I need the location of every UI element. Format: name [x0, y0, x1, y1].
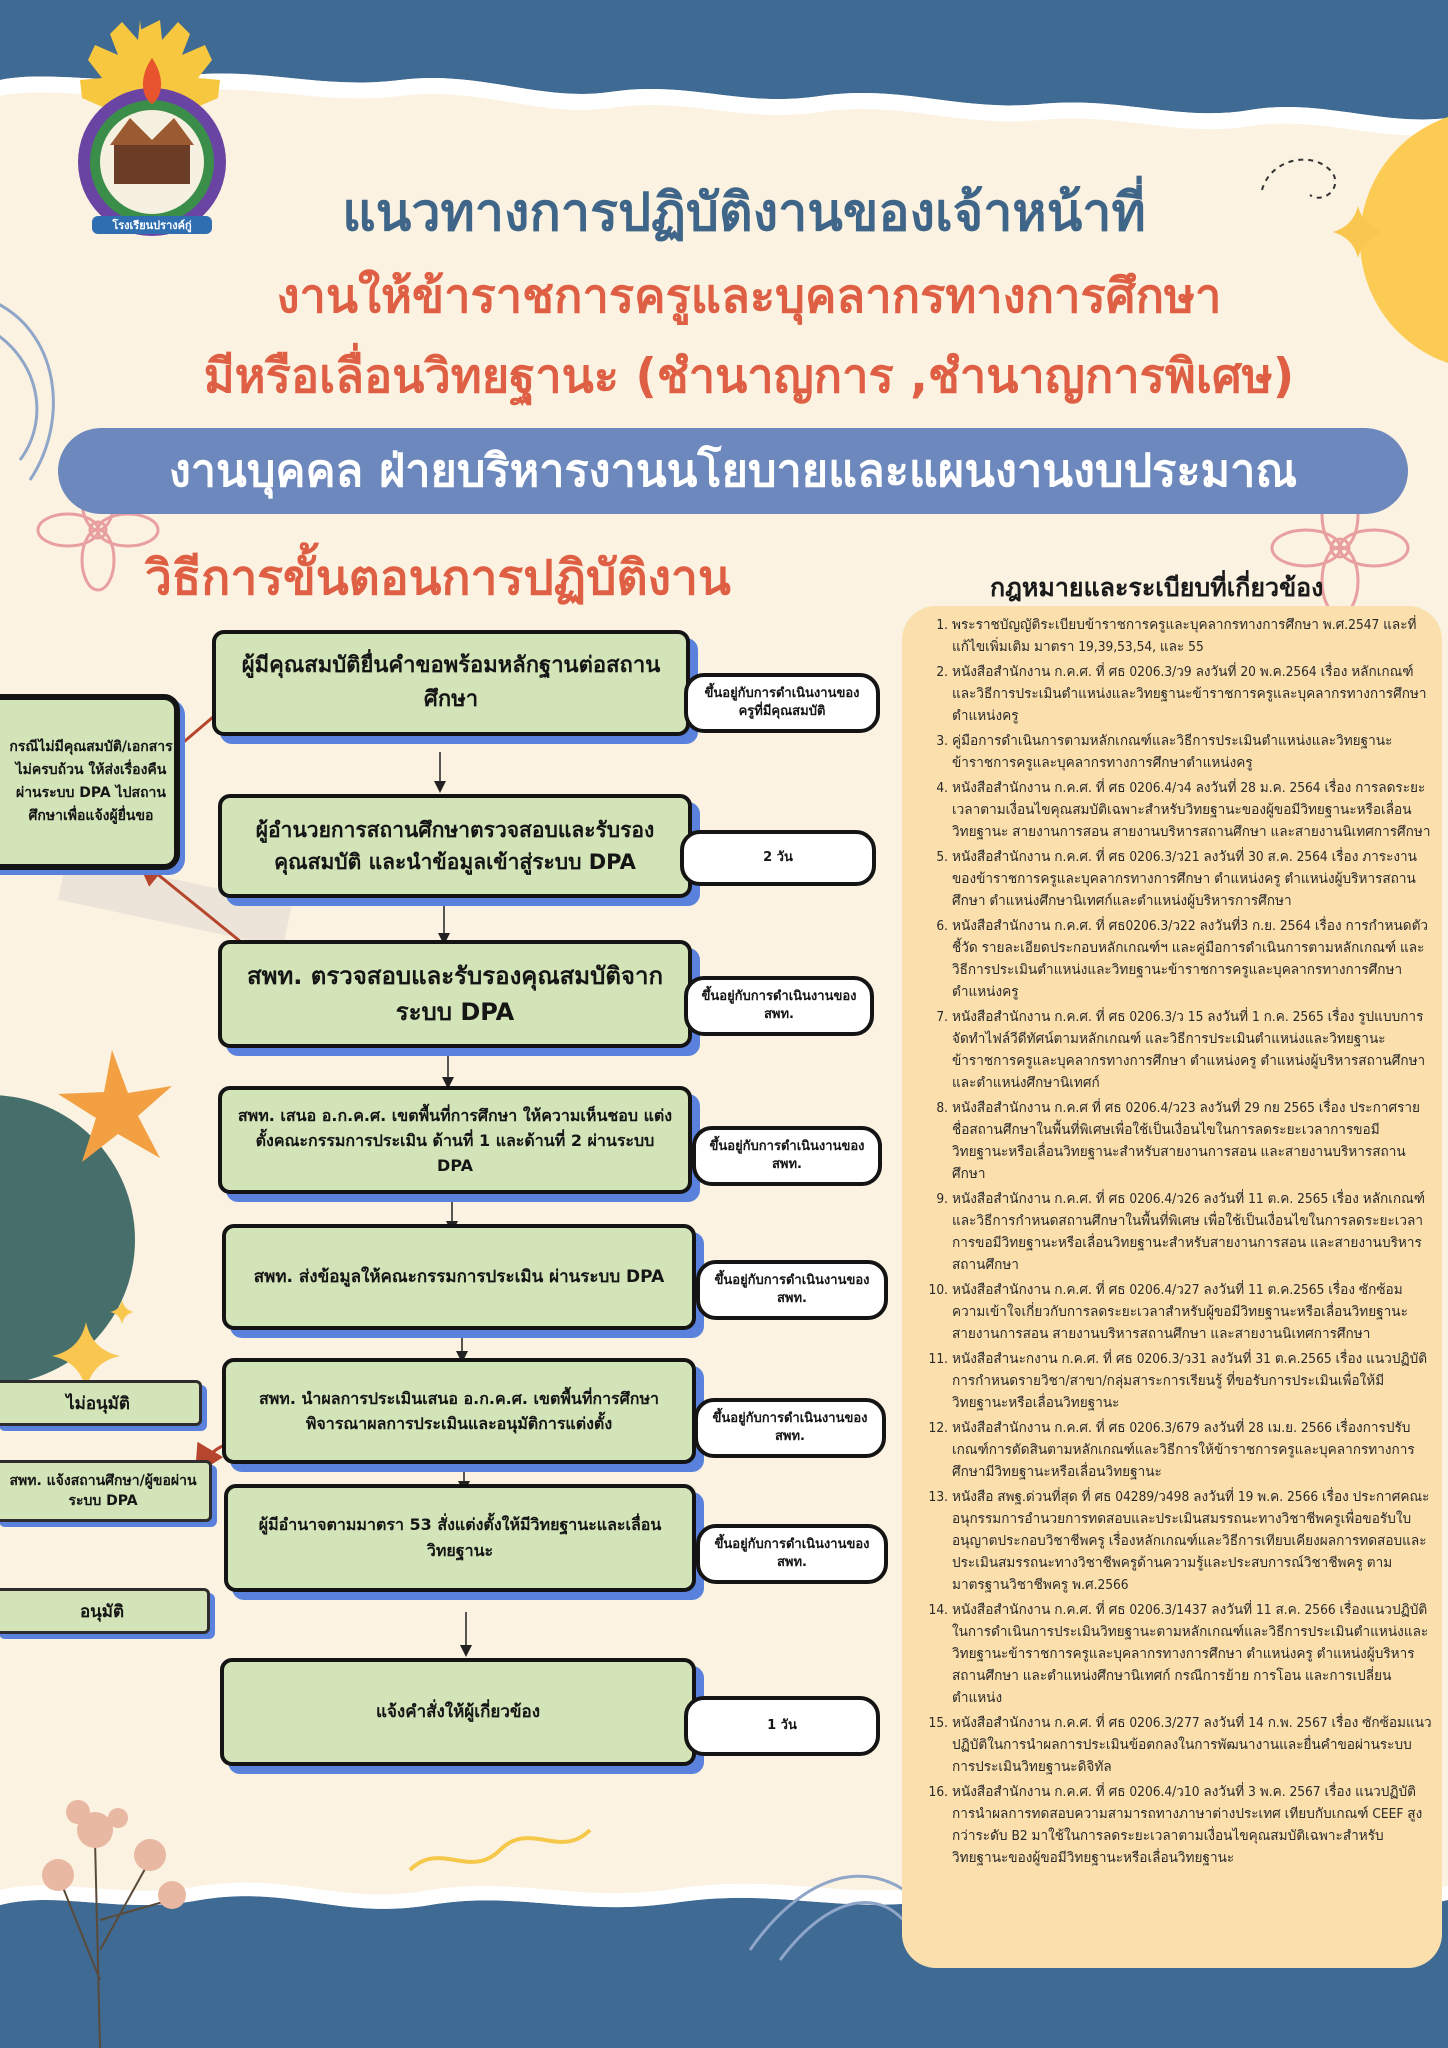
legal-item — [918, 661, 1432, 727]
side-approved-label: อนุมัติ — [79, 1601, 125, 1622]
side-notify-school — [0, 1460, 212, 1522]
step-7-authority-appoint — [224, 1484, 696, 1592]
step-2-director-verify — [218, 794, 692, 898]
legal-item — [918, 915, 1432, 1003]
legal-item-text: หนังสือสำนักงาน ก.ค.ศ. ที่ ศธ 0206.3/ว 15 ลงวันที่ 1 ก.ค. 2565 เรื่อง รูปแบบการจัดทำไฟล์วีดีทัศน์ตามหลักเกณฑ์ และวิธีการประเมินตำแหน่งและวิทยฐานะข้าราชการครูและบุคลากรทางการศึกษา ตำแหน่งครู ตำแหน่งผู้บริหารสถานศึกษา และตำแหน่งศึกษานิเทศก์ — [952, 1009, 1426, 1091]
legal-item-text: หนังสือสำนักงาน ก.ค.ศ. ที่ ศธ 0206.3/1437 ลงวันที่ 11 ส.ค. 2566 เรื่องแนวปฏิบัติในการดำเนินการประเมินวิทยฐานะตามหลักเกณฑ์และวิธีการประเมินตำแหน่งและวิทยฐานะข้าราชการครูและบุคลากรทางการศึกษา ตำแหน่งครู ตำแหน่งผู้บริหารสถานศึกษา และตำแหน่งศึกษานิเทศก์ กรณีการย้าย การโอน และการเปลี่ยนตำแหน่ง — [952, 1602, 1429, 1706]
legal-item — [918, 777, 1432, 843]
step-4-label: สพท. เสนอ อ.ก.ค.ศ. เขตพื้นที่การศึกษา ให้ความเห็นชอบ แต่งตั้งคณะกรรมการประเมิน ด้านที่ 1 และด้านที่ 2 ผ่านระบบ DPA — [237, 1105, 673, 1175]
step-5-label: สพท. ส่งข้อมูลให้คณะกรรมการประเมิน ผ่านระบบ DPA — [253, 1267, 665, 1287]
legal-item-text: หนังสือสำนักงาน ก.ค.ศ. ที่ ศธ 0206.3/679 ลงวันที่ 28 เม.ย. 2566 เรื่องการปรับเกณฑ์การตัดสินตามหลักเกณฑ์และวิธีการให้ข้าราชการครูและบุคลากรทางการศึกษามีวิทยฐานะหรือเลื่อนวิทยฐานะ — [952, 1420, 1415, 1480]
legal-item-number: 9. — [936, 1191, 948, 1207]
legal-item — [918, 614, 1432, 658]
step-1-label: ผู้มีคุณสมบัติยื่นคำขอพร้อมหลักฐานต่อสถานศึกษา — [241, 653, 661, 712]
side-approved — [0, 1588, 210, 1634]
legal-item-number: 7. — [936, 1009, 948, 1025]
legal-item-number: 11. — [928, 1351, 948, 1367]
legal-item — [918, 1486, 1432, 1596]
legal-item-number: 15. — [928, 1715, 948, 1731]
legal-item — [918, 1712, 1432, 1778]
step-6-approve-appointment — [222, 1358, 696, 1464]
step-6-label: สพท. นำผลการประเมินเสนอ อ.ก.ค.ศ. เขตพื้นที่การศึกษา พิจารณาผลการประเมินและอนุมัติการแต่งตั้ง — [258, 1389, 660, 1433]
side-notify-school-label: สพท. แจ้งสถานศึกษา/ผู้ขอผ่านระบบ DPA — [9, 1473, 197, 1509]
step-8-duration-note — [684, 1696, 880, 1756]
legal-item — [918, 1279, 1432, 1345]
legal-item-text: หนังสือสำนักงาน ก.ค.ศ. ที่ ศธ 0206.4/ว27 ลงวันที่ 11 ต.ค.2565 เรื่อง ซักซ้อมความเข้าใจเกี่ยวกับการลดระยะเวลาสำหรับผู้ขอมีวิทยฐานะหรือเลื่อนวิทยฐานะ สายงานการสอน สายงานบริหารสถานศึกษา และสายงานนิเทศการศึกษา — [952, 1282, 1408, 1342]
legal-item — [918, 1188, 1432, 1276]
legal-item-text: หนังสือสำนักงาน ก.ค.ศ. ที่ ศธ 0206.4/ว10 ลงวันที่ 3 พ.ค. 2567 เรื่อง แนวปฏิบัติการนำผลการทดสอบความสามารถทางภาษาต่างประเทศ เทียบกับเกณฑ์ CEEF สูงกว่าระดับ B2 มาใช้ในการลดระยะเวลาตามเงื่อนไขคุณสมบัติเฉพาะสำหรับวิทยฐานะของผู้ขอมีวิทยฐานะหรือเลื่อนวิทยฐานะ — [952, 1784, 1423, 1866]
step-4-note-label: ขึ้นอยู่กับการดำเนินงานของ สพท. — [709, 1139, 865, 1172]
legal-item-number: 12. — [928, 1420, 948, 1436]
legal-item — [918, 1097, 1432, 1185]
step-8-label: แจ้งคำสั่งให้ผู้เกี่ยวข้อง — [375, 1702, 541, 1722]
legal-heading: กฎหมายและระเบียบที่เกี่ยวข้อง — [990, 573, 1324, 602]
legal-item-number: 5. — [936, 849, 948, 865]
step-6-duration-note — [694, 1398, 886, 1458]
step-4-duration-note — [692, 1126, 882, 1186]
legal-item-text: หนังสือสำนักงาน ก.ค.ศ. ที่ ศธ 0206.3/277 ลงวันที่ 14 ก.พ. 2567 เรื่อง ซักซ้อมแนวปฏิบัติในการนำผลการประเมินข้อตกลงในการพัฒนางานและยื่นคำขอผ่านระบบการประเมินวิทยฐานะดิจิทัล — [952, 1715, 1432, 1775]
step-2-duration-note — [680, 830, 876, 886]
step-7-label: ผู้มีอำนาจตามมาตรา 53 สั่งแต่งตั้งให้มีวิทยฐานะและเลื่อนวิทยฐานะ — [258, 1515, 662, 1560]
legal-list — [918, 614, 1432, 1872]
teal-circle — [0, 1095, 135, 1385]
legal-item-number: 4. — [936, 780, 948, 796]
step-2-note-label: 2 วัน — [763, 850, 793, 865]
side-rejection-label: กรณีไม่มีคุณสมบัติ/เอกสาร ไม่ครบถ้วน ให้ส่งเรื่องคืนผ่านระบบ DPA ไปสถานศึกษาเพื่อแจ้งผู้ยื่นขอ — [9, 739, 173, 824]
step-3-office-verify — [218, 940, 692, 1048]
side-not-approved — [0, 1380, 202, 1426]
legal-item-text: พระราชบัญญัติระเบียบข้าราชการครูและบุคลากรทางการศึกษา พ.ศ.2547 และที่แก้ไขเพิ่มเติม มาตรา 19,39,53,54, และ 55 — [952, 617, 1417, 655]
logo-motto: โรงเรียนปรางค์กู่ — [112, 219, 192, 232]
step-7-duration-note — [696, 1524, 888, 1584]
legal-item-text: หนังสือสำนะกงาน ก.ค.ศ. ที่ ศธ 0206.3/ว31 ลงวันที่ 31 ต.ค.2565 เรื่อง แนวปฏิบัติการกำหนดรายวิชา/สาขา/กลุ่มสาระการเรียนรู้ ที่ขอรับการประเมินเพื่อให้มีวิทยฐานะหรือเลื่อนวิทยฐานะ — [952, 1351, 1428, 1411]
step-3-note-label: ขึ้นอยู่กับการดำเนินงานของ สพท. — [701, 989, 857, 1022]
page-subtitle-line2: มีหรือเลื่อนวิทยฐานะ (ชำนาญการ ,ชำนาญการพิเศษ) — [203, 349, 1295, 404]
legal-item-text: หนังสือสำนักงาน ก.ค.ศ ที่ ศธ 0206.4/ว23 ลงวันที่ 29 กย 2565 เรื่อง ประกาศรายชื่อสถานศึกษาในพื้นที่พิเศษเพื่อใช้เป็นเงื่อนไขในการลดระยะเวลาการขอมีวิทยฐานะหรือเลื่อนวิทยฐานะสำหรับสายงานการสอน และสายงานบริหารสถานศึกษา — [952, 1100, 1420, 1182]
legal-item — [918, 1417, 1432, 1483]
step-1-note-label: ขึ้นอยู่กับการดำเนินงานของครูที่มีคุณสมบัติ — [704, 686, 860, 719]
side-not-approved-label: ไม่อนุมัติ — [66, 1393, 130, 1414]
legal-item-text: หนังสือ สพฐ.ด่วนที่สุด ที่ ศธ 04289/ว498 ลงวันที่ 19 พ.ค. 2566 เรื่อง ประกาศคณะอนุกรรมการอำนวยการทดสอบและประเมินสมรรถนะทางวิชาชีพครูเพื่อขอรับใบอนุญาตประกอบวิชาชีพครู เรื่องหลักเกณฑ์และวิธีการเทียบเคียงผลการทดสอบและประเมินสมรรถนะทางวิชาชีพครูด้านความรู้และประสบการณ์วิชาชีพครู ตามมาตรฐานวิชาชีพครู พ.ศ.2566 — [952, 1489, 1430, 1593]
legal-item-text: หนังสือสำนักงาน ก.ค.ศ. ที่ ศธ 0206.3/ว9 ลงวันที่ 20 พ.ค.2564 เรื่อง หลักเกณฑ์และวิธีการประเมินตำแหน่งและวิทยฐานะข้าราชการครูและบุคลากรทางการศึกษา ตำแหน่งครู — [952, 664, 1427, 724]
procedure-heading: วิธีการขั้นตอนการปฏิบัติงาน — [145, 550, 731, 606]
legal-item-text: หนังสือสำนักงาน ก.ค.ศ. ที่ ศธ 0206.4/ว26 ลงวันที่ 11 ต.ค. 2565 เรื่อง หลักเกณฑ์และวิธีการกำหนดสถานศึกษาในพื้นที่พิเศษ เพื่อใช้เป็นเงื่อนไขในการลดระยะเวลาการขอมีวิทยฐานะหรือเลื่อนวิทยฐานะสำหรับสายงานการสอน และสายงานบริหารสถานศึกษา — [952, 1191, 1426, 1273]
step-4-propose-committee — [218, 1086, 692, 1194]
legal-item-text: หนังสือสำนักงาน ก.ค.ศ. ที่ ศธ 0206.3/ว21 ลงวันที่ 30 ส.ค. 2564 เรื่อง ภาระงานของข้าราชการครูและบุคลากรทางการศึกษา ตำแหน่งครู ตำแหน่งผู้บริหารสถานศึกษา ตำแหน่งศึกษานิเทศก์และตำแหน่งผู้บริหารการศึกษา — [952, 849, 1417, 909]
legal-item — [918, 1781, 1432, 1869]
step-5-duration-note — [696, 1260, 888, 1320]
step-3-label: สพท. ตรวจสอบและรับรองคุณสมบัติจากระบบ DPA — [247, 962, 663, 1026]
legal-item-number: 16. — [928, 1784, 948, 1800]
step-1-submit-request — [212, 630, 690, 736]
legal-item-text: หนังสือสำนักงาน ก.ค.ศ. ที่ ศธ0206.3/ว22 ลงวันที่3 ก.ย. 2564 เรื่อง การกำหนดตัวชี้วัด รายละเอียดประกอบหลักเกณฑ์ฯ และคู่มือการดำเนินการตามหลักเกณฑ์ และวิธีการประเมินตำแหน่งและวิทยฐานะข้าราชการครูและบุคลากรทางการศึกษา ตำแหน่งครู — [952, 918, 1429, 1000]
legal-item-number: 6. — [936, 918, 948, 934]
step-8-notify-order — [220, 1658, 696, 1766]
legal-item-number: 14. — [928, 1602, 948, 1618]
step-8-note-label: 1 วัน — [767, 1718, 797, 1733]
step-2-label: ผู้อำนวยการสถานศึกษาตรวจสอบและรับรองคุณสมบัติ และนำข้อมูลเข้าสู่ระบบ DPA — [255, 818, 655, 874]
department-banner: งานบุคคล ฝ่ายบริหารงานนโยบายและแผนงานงบประมาณ — [58, 428, 1408, 514]
page-title: แนวทางการปฏิบัติงานของเจ้าหน้าที่ — [342, 183, 1146, 243]
legal-item-text: หนังสือสำนักงาน ก.ค.ศ. ที่ ศธ 0206.4/ว4 ลงวันที่ 28 ม.ค. 2564 เรื่อง การลดระยะเวลาตามเงื่อนไขคุณสมบัติเฉพาะสำหรับวิทยฐานะของผู้ขอมีวิทยฐานะหรือเลื่อนวิทยฐานะ สายงานการสอน สายงานบริหารสถานศึกษา และสายงานนิเทศการศึกษา — [952, 780, 1431, 840]
legal-item-number: 2. — [936, 664, 948, 680]
legal-item — [918, 846, 1432, 912]
page-subtitle-line1: งานให้ข้าราชการครูและบุคลากรทางการศึกษา — [276, 269, 1222, 324]
step-7-note-label: ขึ้นอยู่กับการดำเนินงานของ สพท. — [714, 1537, 870, 1570]
doodle-yellow-wave — [410, 1830, 590, 1870]
legal-item-number: 13. — [928, 1489, 948, 1505]
legal-item — [918, 1006, 1432, 1094]
legal-item — [918, 1599, 1432, 1709]
step-1-duration-note — [684, 673, 880, 733]
legal-item — [918, 1348, 1432, 1414]
legal-item-number: 8. — [936, 1100, 948, 1116]
legal-item — [918, 730, 1432, 774]
legal-item-number: 1. — [936, 617, 948, 633]
legal-item-number: 10. — [928, 1282, 948, 1298]
step-5-note-label: ขึ้นอยู่กับการดำเนินงานของ สพท. — [714, 1273, 870, 1306]
step-6-note-label: ขึ้นอยู่กับการดำเนินงานของ สพท. — [712, 1411, 868, 1444]
legal-item-text: คู่มือการดำเนินการตามหลักเกณฑ์และวิธีการประเมินตำแหน่งและวิทยฐานะข้าราชการครูและบุคลากรทางการศึกษาตำแหน่งครู — [952, 733, 1393, 771]
step-5-send-to-evaluators — [222, 1224, 696, 1330]
step-3-duration-note — [684, 976, 874, 1036]
side-rejection-note — [0, 694, 180, 870]
legal-item-number: 3. — [936, 733, 948, 749]
